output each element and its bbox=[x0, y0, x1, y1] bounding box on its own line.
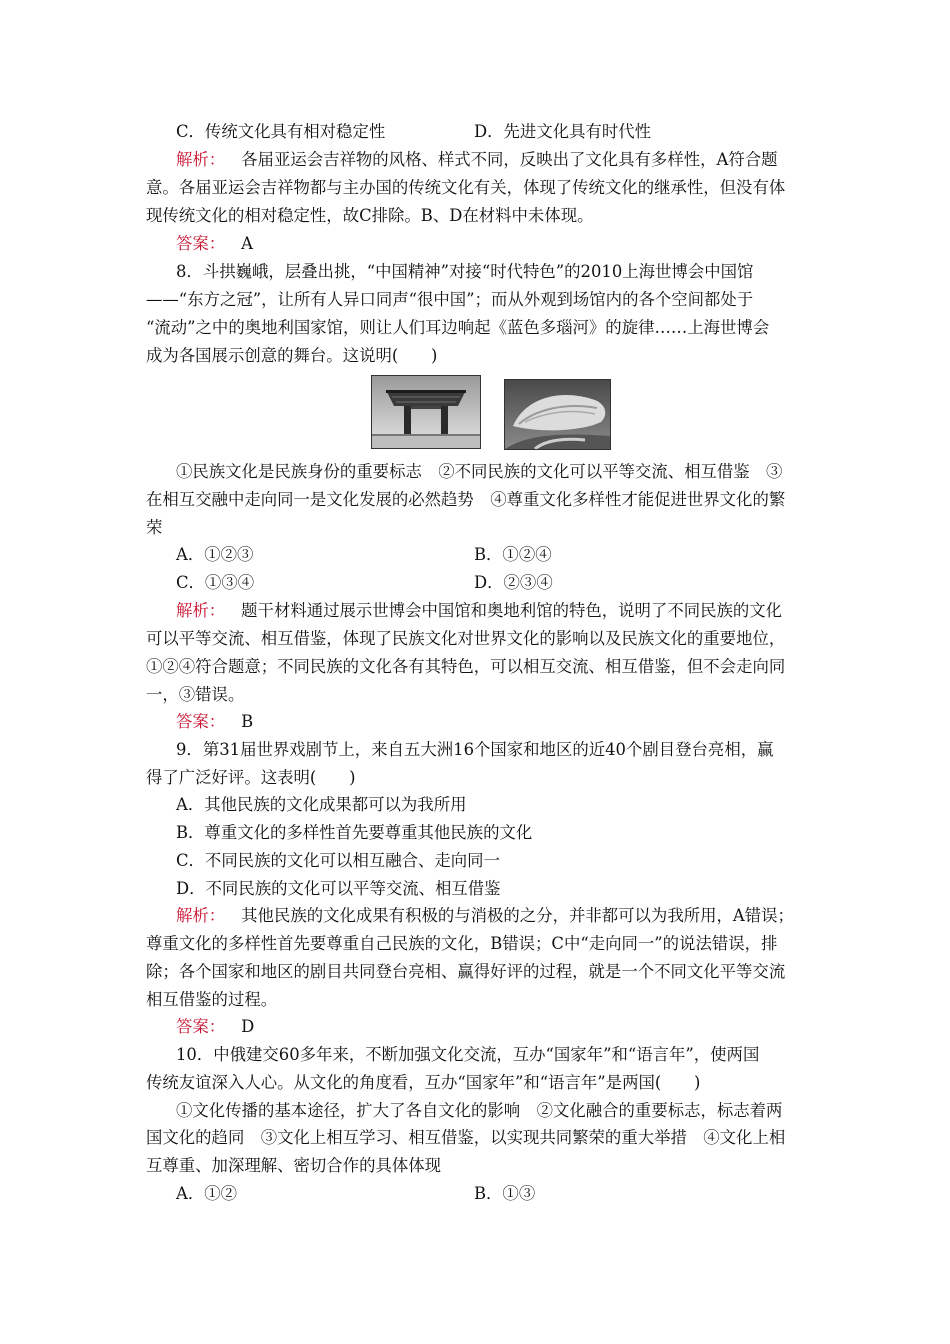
answer-label: 答案： bbox=[176, 712, 226, 731]
q9-option-a: A．其他民族的文化成果都可以为我所用 bbox=[176, 795, 467, 814]
q8-option-d: D．②③④ bbox=[474, 573, 553, 592]
q10-stem-line-2: 传统友谊深入人心。从文化的角度看，互办“国家年”和“语言年”是两国( ) bbox=[146, 1073, 701, 1092]
q8-stem-line-2: ——“东方之冠”，让所有人异口同声“很中国”；而从外观到场馆内的各个空间都处于 bbox=[146, 290, 754, 309]
q7-analysis-line-3: 现传统文化的相对稳定性，故C排除。B、D在材料中未体现。 bbox=[146, 206, 594, 225]
q7-options-row bbox=[176, 118, 846, 146]
q8-stem-line-1: 8．斗拱巍峨，层叠出挑，“中国精神”对接“时代特色”的2010上海世博会中国馆 bbox=[176, 262, 754, 281]
q9-option-d: D．不同民族的文化可以平等交流、相互借鉴 bbox=[176, 879, 501, 898]
q7-answer: 答案： A bbox=[176, 234, 254, 253]
china-pavilion-photo bbox=[371, 375, 481, 449]
q7-option-c: C．传统文化具有相对稳定性 bbox=[176, 122, 386, 141]
q9-stem-line-2: 得了广泛好评。这表明( ) bbox=[146, 768, 356, 787]
q8-option-a: A．①②③ bbox=[176, 545, 254, 564]
analysis-label: 解析： bbox=[176, 601, 226, 620]
q8-option-c: C．①③④ bbox=[176, 573, 255, 592]
q9-analysis-line-3: 除；各个国家和地区的剧目共同登台亮相、赢得好评的过程，就是一个不同文化平等交流 bbox=[146, 962, 786, 981]
q8-stem-line-4: 成为各国展示创意的舞台。这说明( ) bbox=[146, 346, 438, 365]
q10-options-row-1 bbox=[176, 1180, 846, 1208]
q9-stem-line-1: 9．第31届世界戏剧节上，来自五大洲16个国家和地区的近40个剧目登台亮相，赢 bbox=[176, 740, 774, 759]
q9-analysis-line-2: 尊重文化的多样性首先要尊重自己民族的文化，B错误；C中“走向同一”的说法错误，排 bbox=[146, 934, 778, 953]
q8-analysis-line-2: 可以平等交流、相互借鉴，体现了民族文化对世界文化的影响以及民族文化的重要地位， bbox=[146, 629, 786, 648]
q8-options-row-1 bbox=[176, 541, 846, 569]
q9-option-c: C．不同民族的文化可以相互融合、走向同一 bbox=[176, 851, 500, 870]
q8-statements-line-3: 荣 bbox=[146, 518, 163, 537]
q8-option-b: B．①②④ bbox=[474, 545, 552, 564]
q10-statements-line-1: ①文化传播的基本途径，扩大了各自文化的影响 ②文化融合的重要标志，标志着两 bbox=[176, 1101, 783, 1120]
q9-answer: 答案： D bbox=[176, 1017, 255, 1036]
analysis-label: 解析： bbox=[176, 150, 226, 169]
q8-statements-line-2: 在相互交融中走向同一是文化发展的必然趋势 ④尊重文化多样性才能促进世界文化的繁 bbox=[146, 490, 786, 509]
q8-stem-line-3: “流动”之中的奥地利国家馆，则让人们耳边响起《蓝色多瑙河》的旋律……上海世博会 bbox=[146, 318, 770, 337]
q8-answer: 答案： B bbox=[176, 712, 254, 731]
q10-option-a: A．①② bbox=[176, 1184, 238, 1203]
q8-analysis-line-1: 解析： 题干材料通过展示世博会中国馆和奥地利馆的特色，说明了不同民族的文化 bbox=[176, 601, 783, 620]
q8-options-row-2 bbox=[176, 569, 846, 597]
q7-analysis-line-1: 解析： 各届亚运会吉祥物的风格、样式不同，反映出了文化具有多样性，A符合题 bbox=[176, 150, 778, 169]
q10-statements-line-2: 国文化的趋同 ③文化上相互学习、相互借鉴，以实现共同繁荣的重大举措 ④文化上相 bbox=[146, 1128, 786, 1147]
q8-analysis-line-4: 一，③错误。 bbox=[146, 685, 245, 704]
analysis-label: 解析： bbox=[176, 906, 226, 925]
q7-analysis-line-2: 意。各届亚运会吉祥物都与主办国的传统文化有关，体现了传统文化的继承性，但没有体 bbox=[146, 178, 786, 197]
q7-option-d: D．先进文化具有时代性 bbox=[474, 122, 652, 141]
q10-stem-line-1: 10．中俄建交60多年来，不断加强文化交流，互办“国家年”和“语言年”，使两国 bbox=[176, 1045, 760, 1064]
q10-option-b: B．①③ bbox=[474, 1184, 536, 1203]
austria-pavilion-photo bbox=[504, 379, 611, 450]
answer-label: 答案： bbox=[176, 234, 226, 253]
q8-statements-line-1: ①民族文化是民族身份的重要标志 ②不同民族的文化可以平等交流、相互借鉴 ③ bbox=[176, 462, 783, 481]
q9-analysis-line-1: 解析： 其他民族的文化成果有积极的与消极的之分，并非都可以为我所用，A错误； bbox=[176, 906, 794, 925]
q9-analysis-line-4: 相互借鉴的过程。 bbox=[146, 990, 278, 1009]
answer-label: 答案： bbox=[176, 1017, 226, 1036]
q8-analysis-line-3: ①②④符合题意；不同民族的文化各有其特色，可以相互交流、相互借鉴，但不会走向同 bbox=[146, 657, 786, 676]
q9-option-b: B．尊重文化的多样性首先要尊重其他民族的文化 bbox=[176, 823, 533, 842]
q10-statements-line-3: 互尊重、加深理解、密切合作的具体体现 bbox=[146, 1156, 442, 1175]
